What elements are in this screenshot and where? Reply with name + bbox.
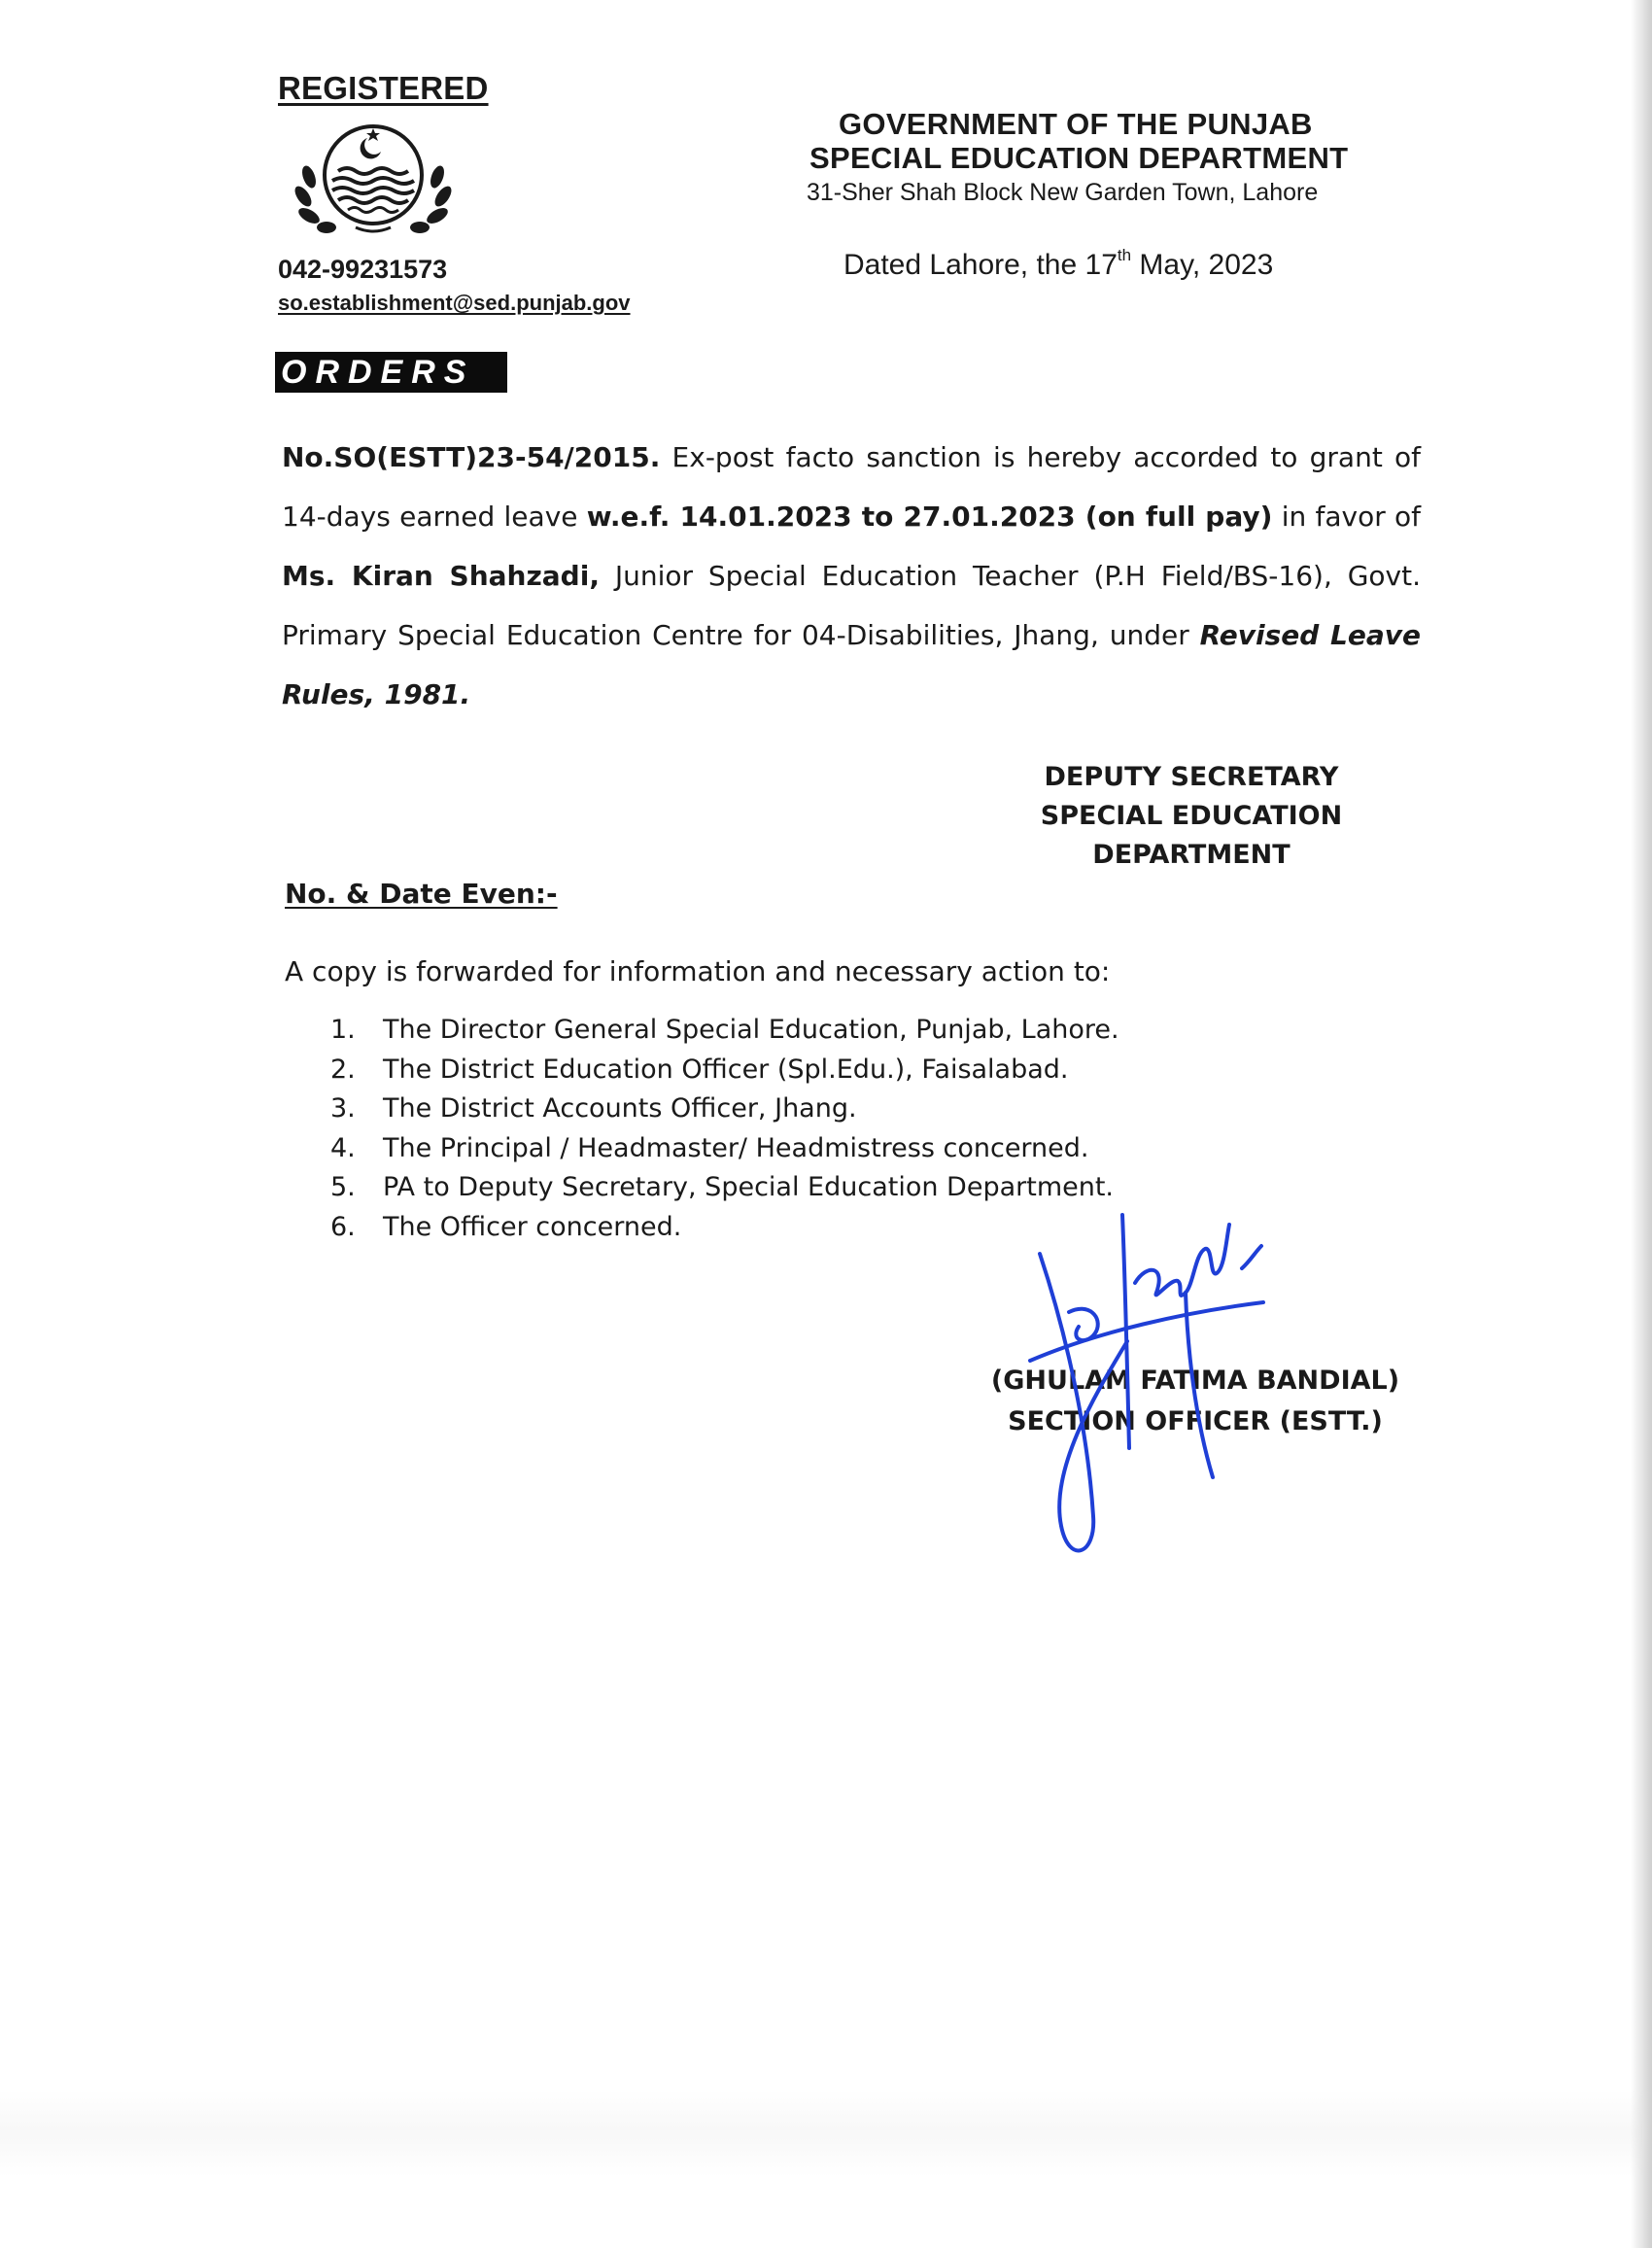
- leave-rules: Revised Leave Rules, 1981.: [282, 619, 1421, 710]
- list-item: [330, 1011, 1119, 1051]
- phone-number: 042-99231573: [278, 255, 448, 284]
- department-address: 31-Sher Shah Block New Garden Town, Lahore: [807, 179, 1319, 206]
- list-item-text: The Director General Special Education, Punjab, Lahore.: [383, 1015, 1119, 1045]
- dated-ordinal: th: [1117, 246, 1132, 264]
- punjab-emblem-icon: [288, 119, 459, 241]
- list-item-number: 5.: [330, 1172, 356, 1202]
- handwritten-signature: [1011, 1195, 1302, 1565]
- department-title: SPECIAL EDUCATION DEPARTMENT: [809, 141, 1349, 175]
- order-paragraph: [282, 428, 1421, 724]
- list-item-number: 6.: [330, 1211, 356, 1242]
- list-item-number: 1.: [330, 1015, 356, 1045]
- order-number: No.SO(ESTT)23-54/2015.: [282, 441, 661, 473]
- list-item-text: The District Education Officer (Spl.Edu.), Faisalabad.: [383, 1054, 1069, 1085]
- signatory-1-line-3: DEPARTMENT: [1092, 840, 1291, 870]
- email-address: so.establishment@sed.punjab.gov: [278, 291, 631, 315]
- list-item-text: PA to Deputy Secretary, Special Education Department.: [383, 1172, 1115, 1202]
- list-item: [330, 1129, 1119, 1169]
- order-text-2: in favor of: [1272, 501, 1421, 533]
- page-edge: [1631, 0, 1652, 2248]
- order-text-3: Junior Special Education Teacher (P.H Field/BS-16), Govt. Primary Special Education Centre for 04-Disabilities, Jhang, under: [282, 560, 1422, 651]
- list-item-text: The District Accounts Officer, Jhang.: [383, 1093, 857, 1124]
- deputy-secretary-block: [1036, 758, 1347, 875]
- govt-title: GOVERNMENT OF THE PUNJAB: [839, 107, 1313, 141]
- list-item-text: The Principal / Headmaster/ Headmistress concerned.: [383, 1132, 1089, 1163]
- list-item: [330, 1168, 1119, 1208]
- signatory-2-title: SECTION OFFICER (ESTT.): [1008, 1406, 1383, 1436]
- list-item-number: 2.: [330, 1054, 356, 1085]
- order-dates: w.e.f. 14.01.2023 to 27.01.2023 (on full pay): [586, 501, 1273, 533]
- copy-intro: A copy is forwarded for information and necessary action to:: [285, 955, 1111, 987]
- list-item-number: 4.: [330, 1132, 356, 1163]
- scan-smudge: [0, 2090, 1642, 2177]
- dated-line: [843, 246, 1274, 282]
- registered-label: REGISTERED: [278, 70, 489, 106]
- list-item: [330, 1208, 1119, 1248]
- orders-heading: ORDERS: [275, 352, 507, 393]
- even-label: No. & Date Even:-: [285, 878, 558, 910]
- signatory-2-name: (GHULAM FATIMA BANDIAL): [990, 1366, 1400, 1396]
- list-item: [330, 1089, 1119, 1129]
- list-item: [330, 1051, 1119, 1090]
- dated-suffix: May, 2023: [1131, 249, 1274, 281]
- signatory-1-line-1: DEPUTY SECRETARY: [1044, 762, 1339, 792]
- recipient-list: [330, 1011, 1119, 1247]
- list-item-text: The Officer concerned.: [383, 1211, 682, 1242]
- signatory-1-line-2: SPECIAL EDUCATION: [1040, 801, 1343, 831]
- list-item-number: 3.: [330, 1093, 356, 1124]
- employee-name: Ms. Kiran Shahzadi,: [282, 560, 600, 592]
- order-text-1: Ex-post facto sanction is hereby accorded to grant of 14-days earned leave: [282, 441, 1421, 533]
- dated-prefix: Dated Lahore, the 17: [843, 249, 1118, 281]
